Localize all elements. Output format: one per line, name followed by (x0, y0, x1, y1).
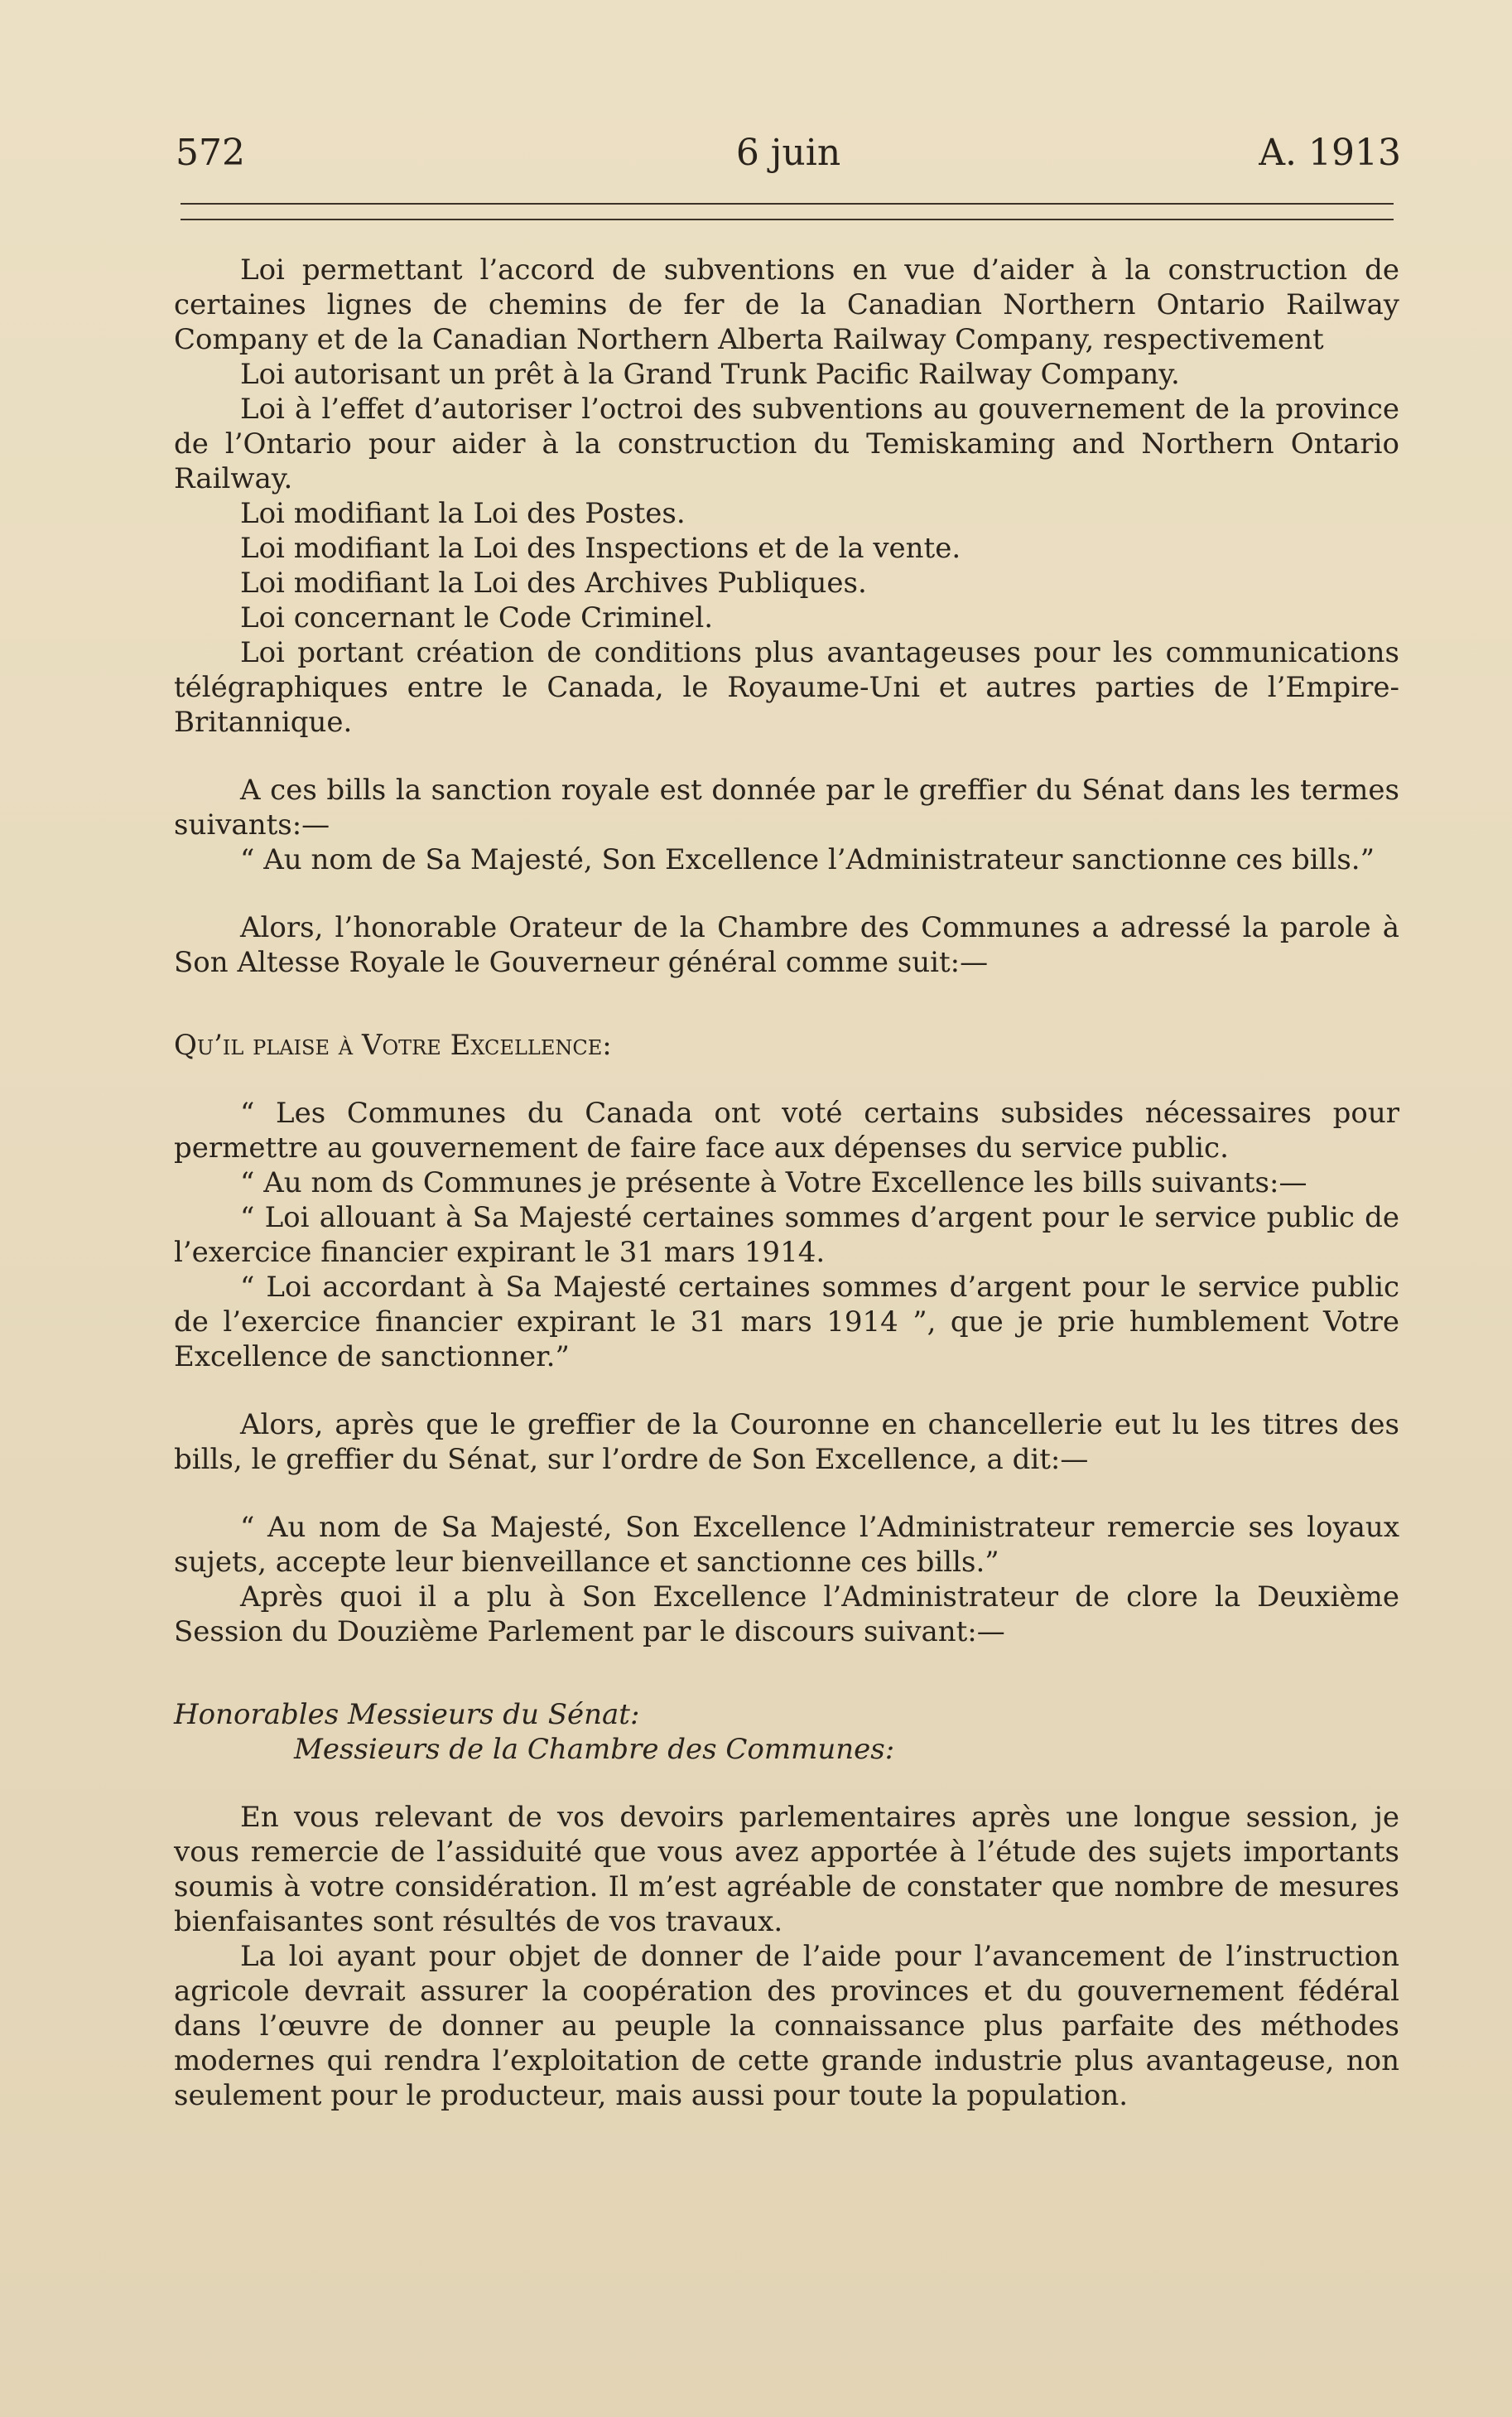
paragraph: En vous relevant de vos devoirs parlementaires après une longue session, je vous remercie de l’assiduité que vous avez apportée à l’étude des sujets importants soumis à votre considération. Il m’est agréable de constater que nombre de mesures bienfaisantes sont résultés de vos travaux. (174, 1801, 1399, 1938)
paragraph: “ Loi allouant à Sa Majesté certaines sommes d’argent pour le service public de l’exercice financier expirant le 31 mars 1914. (174, 1201, 1399, 1269)
paragraph: “ Au nom de Sa Majesté, Son Excellence l’Administrateur remercie ses loyaux sujets, accepte leur bienveillance et sanctionne ces bills.” (174, 1511, 1399, 1579)
paragraph: Loi modifiant la Loi des Inspections et de la vente. (240, 532, 961, 565)
header-rule-top (181, 203, 1394, 205)
page-number: 572 (176, 132, 245, 174)
document-body (174, 253, 1399, 2113)
paragraph: A ces bills la sanction royale est donnée par le greffier du Sénat dans les termes suivants:— (174, 774, 1399, 842)
paragraph: Loi concernant le Code Criminel. (240, 601, 714, 634)
paragraph: “ Au nom de Sa Majesté, Son Excellence l’Administrateur sanctionne ces bills.” (240, 843, 1375, 876)
paragraph: Loi modifiant la Loi des Postes. (240, 497, 686, 530)
paragraph: Alors, l’honorable Orateur de la Chambre des Communes a adressé la parole à Son Altesse Royale le Gouverneur général comme suit:— (174, 911, 1399, 979)
paragraph: Loi portant création de conditions plus avantageuses pour les communications télégraphiques entre le Canada, le Royaume-Uni et autres parties de l’Empire-Britannique. (174, 636, 1399, 739)
paragraph: Après quoi il a plu à Son Excellence l’Administrateur de clore la Deuxième Session du Douzième Parlement par le discours suivant:— (174, 1580, 1399, 1648)
header-year: A. 1913 (1259, 132, 1401, 174)
salutation-commons: Messieurs de la Chambre des Communes: (294, 1733, 895, 1766)
page-header (176, 124, 1401, 182)
paragraph: “ Les Communes du Canada ont voté certains subsides nécessaires pour permettre au gouvernement de faire face aux dépenses du service public. (174, 1097, 1399, 1165)
header-rule-bottom (181, 219, 1394, 220)
paragraph: “ Au nom ds Communes je présente à Votre Excellence les bills suivants:— (240, 1166, 1307, 1199)
paragraph: La loi ayant pour objet de donner de l’aide pour l’avancement de l’instruction agricole devrait assurer la coopération des provinces et du gouvernement fédéral dans l’œuvre de donner au peuple la connaissance plus parfaite des méthodes modernes qui rendra l’exploitation de cette grande industrie plus avantageuse, non seulement pour le producteur, mais aussi pour toute la population. (174, 1940, 1399, 2112)
address-heading: Qu’il plaise à Votre Excellence: (174, 1029, 612, 1062)
paragraph: Loi permettant l’accord de subventions en vue d’aider à la construction de certaines lignes de chemins de fer de la Canadian Northern Ontario Railway Company et de la Canadian Northern Alberta Railway Company, respectivement (174, 253, 1399, 356)
paragraph: Loi à l’effet d’autoriser l’octroi des subventions au gouvernement de la province de l’Ontario pour aider à la construction du Temiskaming and Northern Ontario Railway. (174, 393, 1399, 495)
header-date: 6 juin (735, 132, 841, 174)
paragraph: “ Loi accordant à Sa Majesté certaines sommes d’argent pour le service public de l’exercice financier expirant le 31 mars 1914 ”, que je prie humblement Votre Excellence de sanctionner.” (174, 1271, 1399, 1373)
paragraph: Loi autorisant un prêt à la Grand Trunk Pacific Railway Company. (240, 358, 1180, 391)
salutation-senate: Honorables Messieurs du Sénat: (174, 1698, 640, 1731)
paragraph: Alors, après que le greffier de la Couronne en chancellerie eut lu les titres des bills, le greffier du Sénat, sur l’ordre de Son Excellence, a dit:— (174, 1408, 1399, 1476)
paragraph: Loi modifiant la Loi des Archives Publiques. (240, 567, 867, 600)
